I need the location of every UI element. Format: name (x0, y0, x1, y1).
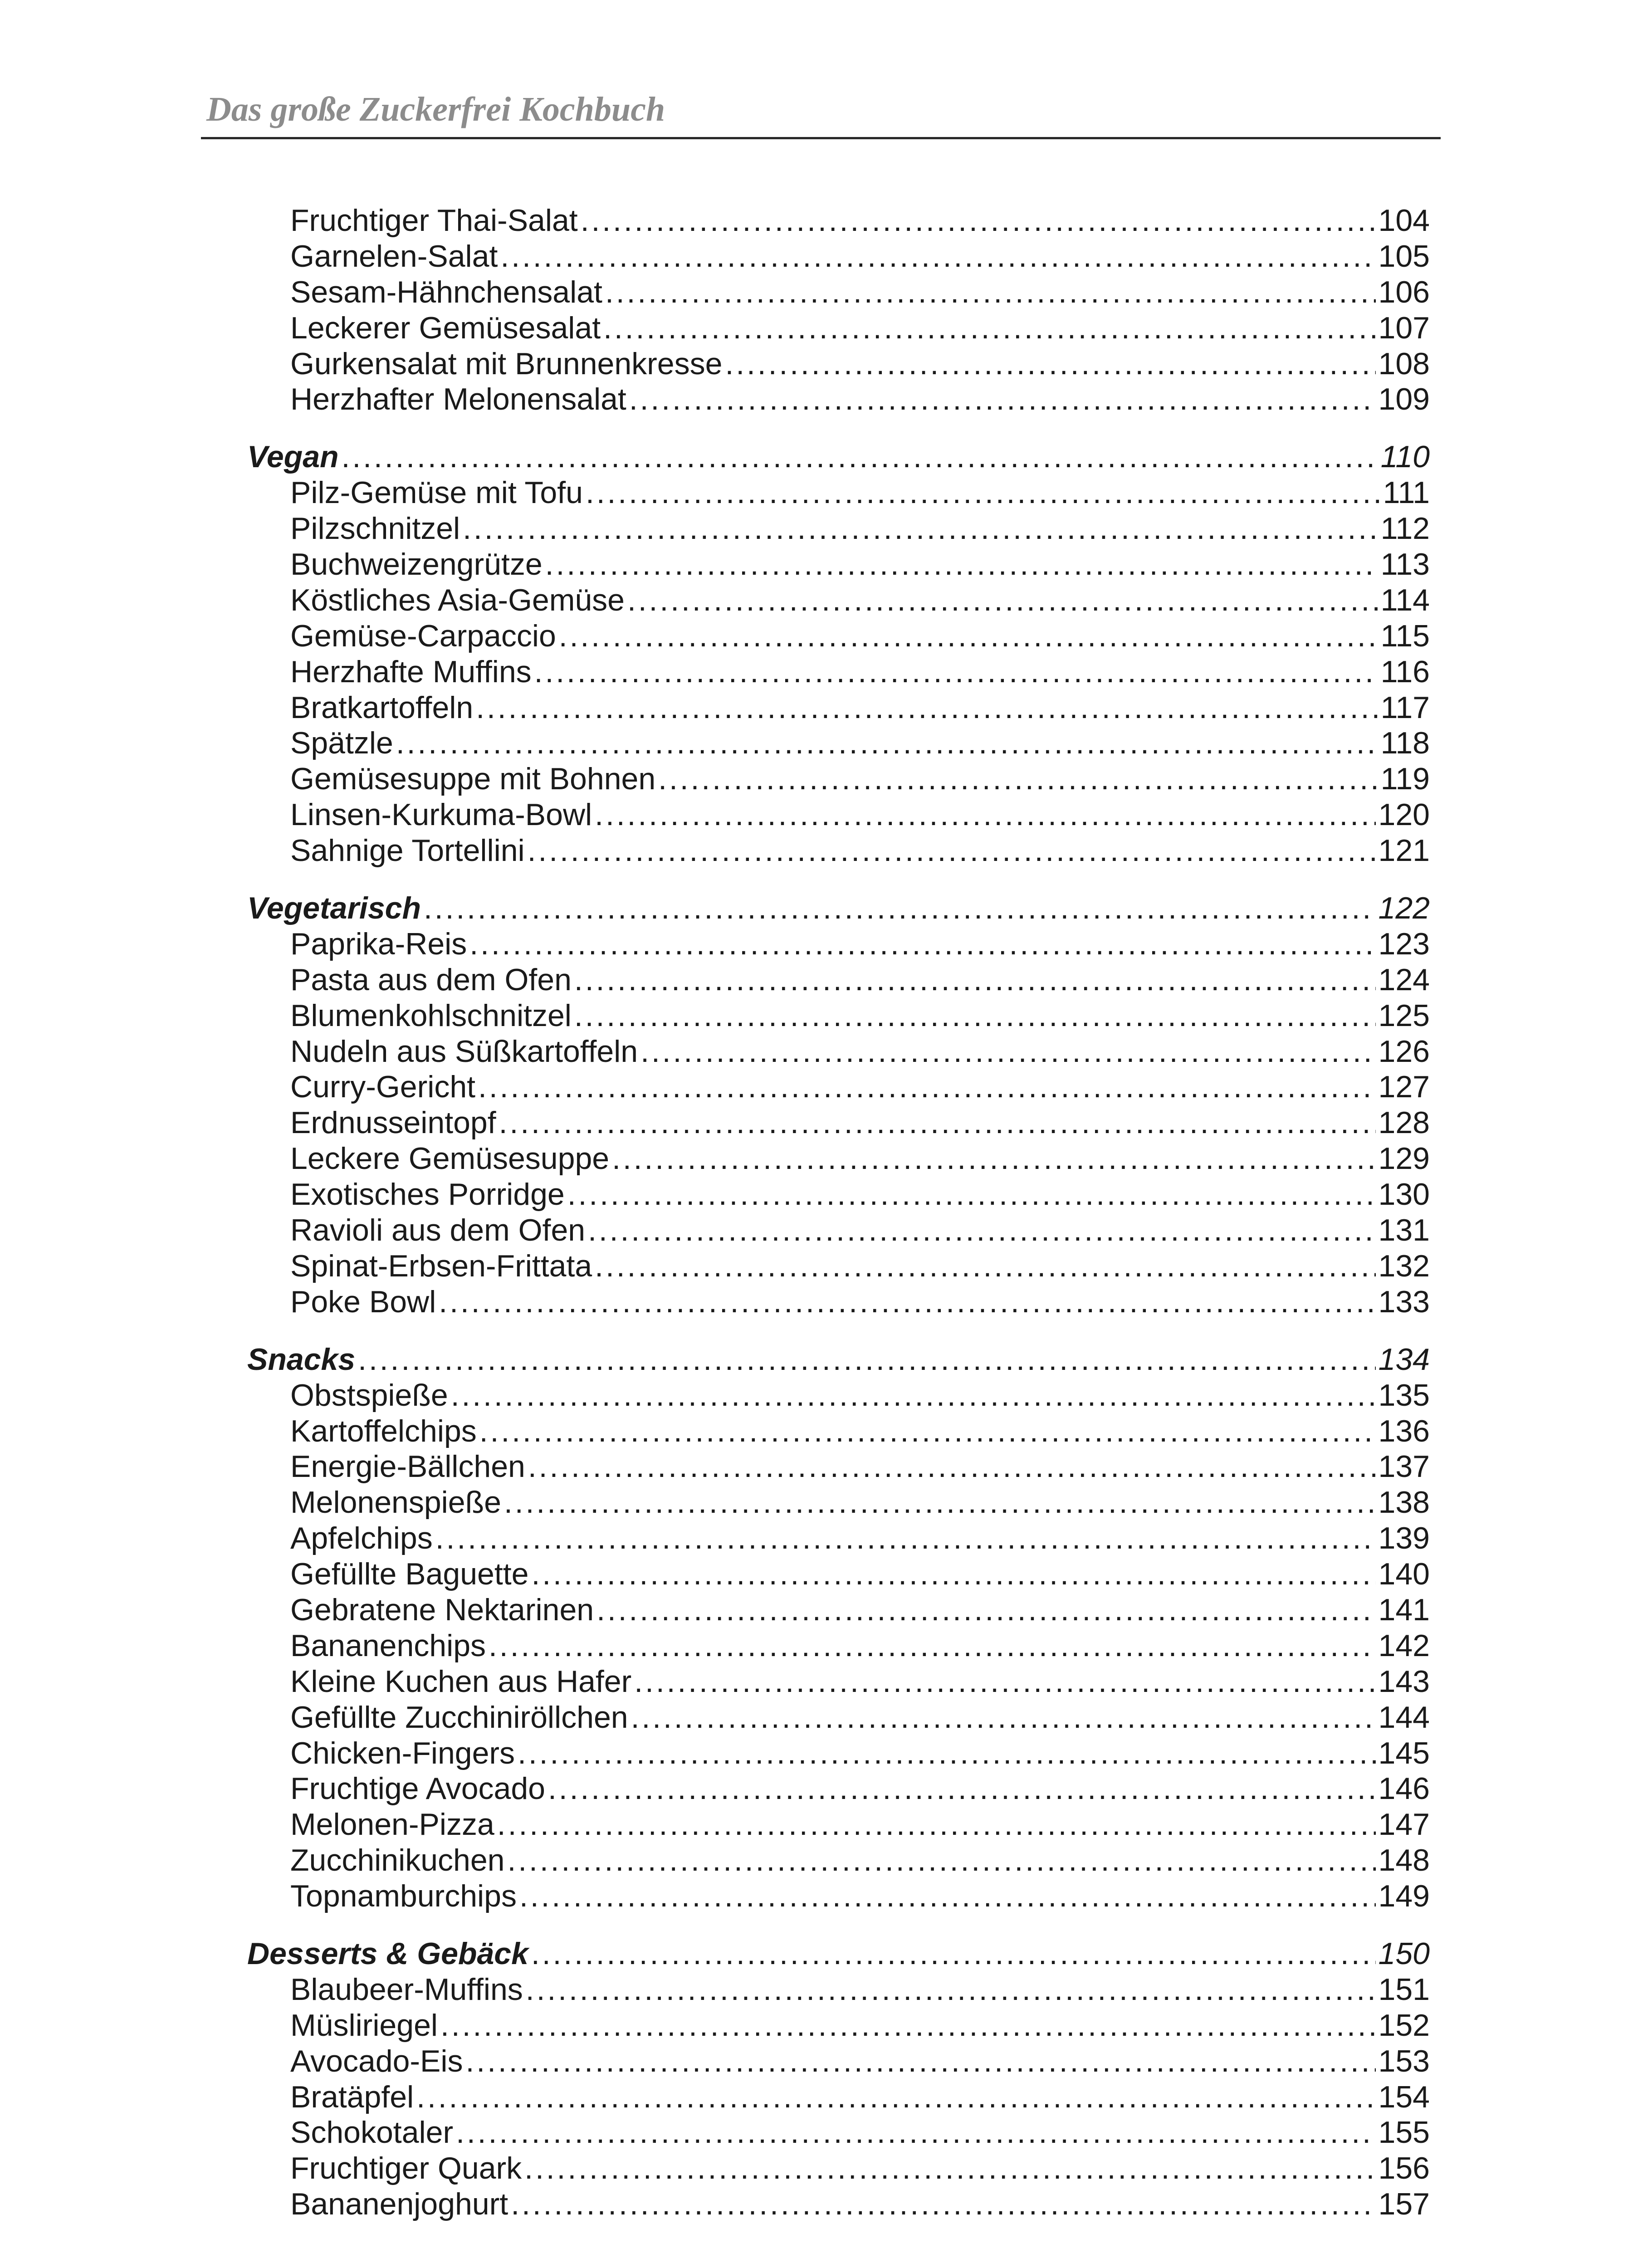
toc-entry-page-number: 142 (1378, 1628, 1430, 1663)
toc-entry[interactable] (247, 2043, 1430, 2079)
toc-entry[interactable] (247, 962, 1430, 998)
header-rule (201, 137, 1441, 139)
toc-entry-page-number: 135 (1378, 1378, 1430, 1413)
toc-entry[interactable] (247, 1807, 1430, 1843)
dot-leader (586, 475, 1380, 511)
dot-leader (629, 381, 1376, 417)
toc-entry[interactable] (247, 1520, 1430, 1556)
toc-entry-page-number: 157 (1378, 2187, 1430, 2222)
toc-section-heading[interactable] (247, 890, 1430, 926)
dot-leader (504, 1485, 1376, 1520)
dot-leader (640, 1034, 1375, 1070)
toc-entry[interactable] (247, 547, 1430, 582)
toc-entry[interactable] (247, 654, 1430, 690)
dot-leader (605, 274, 1376, 310)
toc-entry-title: Herzhafter Melonensalat (290, 382, 626, 417)
toc-entry-page-number: 129 (1378, 1141, 1430, 1176)
toc-entry-title: Blumenkohlschnitzel (290, 998, 572, 1033)
toc-entry-title: Gefüllte Baguette (290, 1557, 529, 1592)
toc-entry-title: Erdnusseintopf (290, 1105, 496, 1140)
dot-leader (595, 1248, 1375, 1284)
toc-entry[interactable] (247, 310, 1430, 346)
toc-entry[interactable] (247, 511, 1430, 547)
dot-leader (526, 1972, 1376, 2008)
toc-entry[interactable] (247, 2008, 1430, 2043)
toc-entry-page-number: 145 (1378, 1735, 1430, 1770)
toc-heading-page-number: 134 (1378, 1342, 1430, 1377)
toc-entry-title: Pilzschnitzel (290, 511, 460, 546)
dot-leader (424, 890, 1376, 926)
toc-entry-page-number: 117 (1380, 690, 1430, 725)
toc-entry-page-number: 127 (1378, 1070, 1430, 1105)
toc-entry-page-number: 119 (1380, 762, 1430, 797)
toc-entry[interactable] (247, 1972, 1430, 2008)
dot-leader (507, 1843, 1375, 1878)
toc-entry[interactable] (247, 1485, 1430, 1520)
toc-entry-page-number: 144 (1378, 1700, 1430, 1735)
dot-leader (603, 310, 1375, 346)
toc-entry-title: Pasta aus dem Ofen (290, 962, 572, 997)
dot-leader (511, 2186, 1375, 2222)
toc-entry-page-number: 123 (1378, 926, 1430, 961)
dot-leader (439, 1284, 1375, 1320)
dot-leader (499, 1105, 1376, 1141)
toc-entry-title: Curry-Gericht (290, 1070, 476, 1105)
toc-section-heading[interactable] (247, 1936, 1430, 1972)
dot-leader (497, 1807, 1376, 1843)
toc-entry-page-number: 131 (1378, 1213, 1430, 1248)
toc-entry-page-number: 108 (1378, 346, 1430, 381)
dot-leader (534, 654, 1378, 690)
toc-entry-title: Pilz-Gemüse mit Tofu (290, 475, 583, 510)
toc-entry[interactable] (247, 761, 1430, 797)
toc-entry-page-number: 143 (1378, 1664, 1430, 1699)
toc-entry-page-number: 156 (1378, 2151, 1430, 2186)
toc-entry-title: Energie-Bällchen (290, 1449, 525, 1484)
toc-entry-page-number: 109 (1378, 382, 1430, 417)
toc-entry-page-number: 120 (1378, 797, 1430, 832)
toc-entry[interactable] (247, 797, 1430, 833)
toc-entry-page-number: 121 (1378, 833, 1430, 868)
table-of-contents (247, 203, 1430, 2244)
toc-entry-title: Bananenchips (290, 1628, 486, 1663)
toc-entry-page-number: 116 (1380, 654, 1430, 689)
dot-leader (478, 1069, 1375, 1105)
toc-entry-title: Schokotaler (290, 2115, 454, 2150)
toc-entry[interactable] (247, 1771, 1430, 1807)
dot-leader (725, 346, 1375, 382)
toc-section-heading[interactable] (247, 1342, 1430, 1378)
toc-entry-page-number: 149 (1378, 1879, 1430, 1914)
toc-entry[interactable] (247, 1700, 1430, 1735)
toc-entry-page-number: 147 (1378, 1807, 1430, 1842)
toc-entry-page-number: 106 (1378, 274, 1430, 309)
toc-entry-title: Chicken-Fingers (290, 1735, 515, 1770)
toc-entry[interactable] (247, 2115, 1430, 2151)
dot-leader (342, 439, 1378, 475)
toc-entry-title: Melonenspieße (290, 1485, 501, 1520)
dot-leader (531, 1556, 1375, 1592)
toc-entry-page-number: 107 (1378, 310, 1430, 345)
toc-entry-page-number: 126 (1378, 1034, 1430, 1069)
dot-leader (435, 1520, 1376, 1556)
toc-entry[interactable] (247, 2186, 1430, 2222)
toc-heading-page-number: 122 (1378, 891, 1430, 926)
toc-entry-title: Garnelen-Salat (290, 239, 498, 274)
dot-leader (456, 2115, 1375, 2151)
toc-entry-title: Spinat-Erbsen-Frittata (290, 1248, 592, 1283)
toc-heading-title: Desserts & Gebäck (247, 1936, 528, 1971)
toc-heading-title: Snacks (247, 1342, 356, 1377)
toc-entry[interactable] (247, 1878, 1430, 1914)
toc-entry-title: Gurkensalat mit Brunnenkresse (290, 346, 723, 381)
toc-entry-title: Gebratene Nektarinen (290, 1592, 594, 1627)
toc-entry[interactable] (247, 346, 1430, 382)
toc-entry[interactable] (247, 1449, 1430, 1485)
toc-entry-page-number: 118 (1380, 726, 1430, 761)
toc-section (247, 1936, 1430, 2222)
toc-entry[interactable] (247, 582, 1430, 618)
toc-entry-page-number: 146 (1378, 1771, 1430, 1806)
dot-leader (528, 833, 1376, 869)
toc-entry-title: Nudeln aus Süßkartoffeln (290, 1034, 638, 1069)
toc-entry[interactable] (247, 475, 1430, 511)
toc-entry[interactable] (247, 1284, 1430, 1320)
toc-entry-title: Sahnige Tortellini (290, 833, 525, 868)
dot-leader (658, 761, 1378, 797)
toc-entry[interactable] (247, 2151, 1430, 2186)
toc-entry-title: Kleine Kuchen aus Hafer (290, 1664, 632, 1699)
dot-leader (524, 2151, 1375, 2186)
dot-leader (595, 797, 1375, 833)
toc-entry-page-number: 104 (1378, 203, 1430, 238)
toc-entry-title: Herzhafte Muffins (290, 654, 532, 689)
toc-entry-title: Apfelchips (290, 1521, 433, 1556)
toc-entry[interactable] (247, 1212, 1430, 1248)
toc-heading-title: Vegetarisch (247, 891, 421, 926)
dot-leader (612, 1141, 1375, 1177)
dot-leader (479, 1413, 1376, 1449)
dot-leader (489, 1628, 1376, 1664)
toc-entry-title: Buchweizengrütze (290, 547, 543, 582)
toc-entry-page-number: 112 (1380, 511, 1430, 546)
dot-leader (548, 1771, 1376, 1807)
dot-leader (631, 1700, 1376, 1735)
toc-entry-title: Gefüllte Zucchiniröllchen (290, 1700, 628, 1735)
toc-entry-page-number: 139 (1378, 1521, 1430, 1556)
toc-entry-page-number: 154 (1378, 2079, 1430, 2114)
dot-leader (545, 547, 1378, 582)
toc-entry-title: Fruchtige Avocado (290, 1771, 545, 1806)
toc-section-heading[interactable] (247, 439, 1430, 475)
toc-entry[interactable] (247, 926, 1430, 962)
toc-entry-page-number: 137 (1378, 1449, 1430, 1484)
dot-leader (596, 1592, 1375, 1628)
dot-leader (574, 998, 1376, 1034)
toc-entry-page-number: 111 (1383, 475, 1430, 510)
toc-entry-page-number: 114 (1380, 582, 1430, 617)
toc-entry-page-number: 105 (1378, 239, 1430, 274)
toc-entry-title: Gemüsesuppe mit Bohnen (290, 762, 656, 797)
toc-entry[interactable] (247, 203, 1430, 239)
toc-entry[interactable] (247, 1248, 1430, 1284)
toc-entry-title: Gemüse-Carpaccio (290, 618, 556, 653)
toc-entry[interactable] (247, 1378, 1430, 1413)
toc-entry[interactable] (247, 1413, 1430, 1449)
toc-entry-page-number: 153 (1378, 2043, 1430, 2078)
toc-entry-page-number: 155 (1378, 2115, 1430, 2150)
dot-leader (469, 926, 1375, 962)
toc-entry[interactable] (247, 274, 1430, 310)
toc-section (247, 439, 1430, 869)
dot-leader (463, 511, 1378, 547)
toc-entry-page-number: 115 (1380, 618, 1430, 653)
toc-entry-title: Ravioli aus dem Ofen (290, 1213, 586, 1248)
toc-entry-page-number: 124 (1378, 962, 1430, 997)
dot-leader (519, 1878, 1376, 1914)
toc-entry-title: Avocado-Eis (290, 2043, 463, 2078)
toc-entry-title: Fruchtiger Thai-Salat (290, 203, 578, 238)
toc-entry-page-number: 136 (1378, 1413, 1430, 1448)
toc-entry[interactable] (247, 1735, 1430, 1771)
toc-heading-page-number: 110 (1380, 440, 1430, 474)
dot-leader (627, 582, 1378, 618)
toc-entry[interactable] (247, 1177, 1430, 1212)
toc-entry-title: Bratäpfel (290, 2079, 414, 2114)
toc-entry[interactable] (247, 690, 1430, 726)
toc-entry-title: Melonen-Pizza (290, 1807, 494, 1842)
toc-entry-title: Linsen-Kurkuma-Bowl (290, 797, 592, 832)
toc-section (247, 203, 1430, 417)
toc-heading-title: Vegan (247, 440, 339, 474)
dot-leader (581, 203, 1376, 239)
toc-entry-page-number: 132 (1378, 1248, 1430, 1283)
toc-entry-page-number: 130 (1378, 1177, 1430, 1212)
dot-leader (466, 2043, 1376, 2079)
toc-entry-title: Bratkartoffeln (290, 690, 474, 725)
toc-entry[interactable] (247, 1556, 1430, 1592)
running-head: Das große Zuckerfrei Kochbuch (206, 90, 665, 128)
toc-entry-title: Paprika-Reis (290, 926, 467, 961)
dot-leader (567, 1177, 1376, 1212)
toc-entry-title: Sesam-Hähnchensalat (290, 274, 602, 309)
toc-entry-page-number: 133 (1378, 1284, 1430, 1319)
toc-entry-title: Exotisches Porridge (290, 1177, 565, 1212)
toc-entry-title: Poke Bowl (290, 1284, 436, 1319)
toc-entry[interactable] (247, 1843, 1430, 1878)
toc-entry-title: Bananenjoghurt (290, 2187, 508, 2222)
toc-entry-title: Leckerer Gemüsesalat (290, 310, 601, 345)
toc-entry[interactable] (247, 1628, 1430, 1664)
dot-leader (559, 618, 1378, 654)
toc-heading-page-number: 150 (1378, 1936, 1430, 1971)
toc-entry[interactable] (247, 1034, 1430, 1070)
dot-leader (476, 690, 1378, 726)
toc-entry[interactable] (247, 1141, 1430, 1177)
dot-leader (416, 2079, 1375, 2115)
dot-leader (531, 1936, 1376, 1972)
dot-leader (574, 962, 1376, 998)
toc-entry[interactable] (247, 381, 1430, 417)
toc-entry-page-number: 148 (1378, 1843, 1430, 1878)
toc-entry-page-number: 138 (1378, 1485, 1430, 1520)
toc-entry-title: Leckere Gemüsesuppe (290, 1141, 610, 1176)
dot-leader (588, 1212, 1375, 1248)
toc-entry[interactable] (247, 725, 1430, 761)
toc-entry[interactable] (247, 1069, 1430, 1105)
dot-leader (358, 1342, 1375, 1378)
dot-leader (518, 1735, 1375, 1771)
toc-entry-title: Blaubeer-Muffins (290, 1972, 523, 2007)
toc-entry-title: Spätzle (290, 726, 393, 761)
dot-leader (451, 1378, 1376, 1413)
toc-entry[interactable] (247, 239, 1430, 274)
dot-leader (440, 2008, 1376, 2043)
toc-entry[interactable] (247, 1592, 1430, 1628)
toc-entry[interactable] (247, 2079, 1430, 2115)
dot-leader (500, 239, 1375, 274)
dot-leader (634, 1664, 1375, 1700)
toc-entry-page-number: 151 (1378, 1972, 1430, 2007)
toc-section (247, 1342, 1430, 1914)
toc-entry-title: Köstliches Asia-Gemüse (290, 582, 625, 617)
toc-entry[interactable] (247, 1664, 1430, 1700)
toc-entry-page-number: 128 (1378, 1105, 1430, 1140)
toc-entry-title: Zucchinikuchen (290, 1843, 505, 1878)
toc-entry[interactable] (247, 1105, 1430, 1141)
toc-entry[interactable] (247, 618, 1430, 654)
toc-section (247, 890, 1430, 1320)
toc-entry-title: Topnamburchips (290, 1879, 517, 1914)
toc-entry[interactable] (247, 833, 1430, 869)
toc-entry[interactable] (247, 998, 1430, 1034)
toc-entry-title: Kartoffelchips (290, 1413, 477, 1448)
toc-entry-title: Fruchtiger Quark (290, 2151, 522, 2186)
toc-entry-page-number: 113 (1380, 547, 1430, 582)
toc-entry-title: Müsliriegel (290, 2008, 438, 2043)
dot-leader (396, 725, 1378, 761)
toc-entry-page-number: 152 (1378, 2008, 1430, 2043)
dot-leader (528, 1449, 1376, 1485)
toc-entry-page-number: 140 (1378, 1557, 1430, 1592)
toc-entry-page-number: 141 (1378, 1592, 1430, 1627)
toc-entry-page-number: 125 (1378, 998, 1430, 1033)
toc-entry-title: Obstspieße (290, 1378, 448, 1413)
